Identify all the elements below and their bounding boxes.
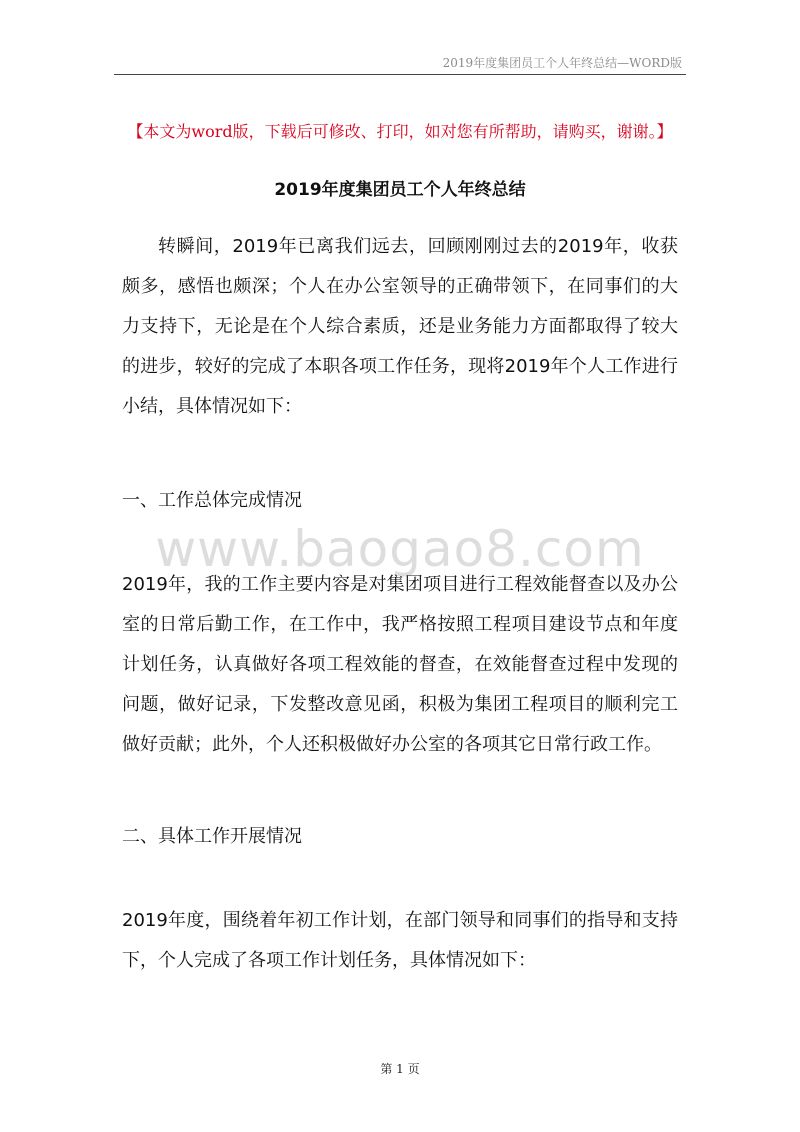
section-paragraph-overall: 2019年，我的工作主要内容是对集团项目进行工程效能督查以及办公室的日常后勤工作，在工作中，我严格按照工程项目建设节点和年度计划任务，认真做好各项工程效能的督查，在效能督查过程中发现的问题，做好记录，下发整改意见函，积极为集团工程项目的顺利完工做好贡献；此外，个人还积极做好办公室的各项其它日常行政工作。 — [122, 574, 678, 755]
section-heading-overall: 一、工作总体完成情况 — [122, 490, 302, 511]
header-divider — [114, 74, 686, 75]
running-header: 2019年度集团员工个人年终总结—WORD版 — [442, 56, 682, 70]
page-number: 第 1 页 — [380, 1062, 420, 1076]
download-notice: 【本文为word版，下载后可修改、打印，如对您有所帮助，请购买，谢谢。】 — [127, 122, 673, 141]
section-paragraph-specific: 2019年度，围绕着年初工作计划，在部门领导和同事们的指导和支持下，个人完成了各项工作计划任务，具体情况如下： — [122, 910, 678, 971]
watermark: www.baogao8.com — [155, 520, 645, 578]
document-title: 2019年度集团员工个人年终总结 — [274, 180, 526, 200]
section-heading-specific: 二、具体工作开展情况 — [122, 826, 302, 847]
intro-paragraph: 转瞬间，2019年已离我们远去，回顾刚刚过去的2019年，收获颇多，感悟也颇深；个人在办公室领导的正确带领下，在同事们的大力支持下，无论是在个人综合素质，还是业务能力方面都取得了较大的进步，较好的完成了本职各项工作任务，现将2019年个人工作进行小结，具体情况如下： — [122, 236, 678, 417]
